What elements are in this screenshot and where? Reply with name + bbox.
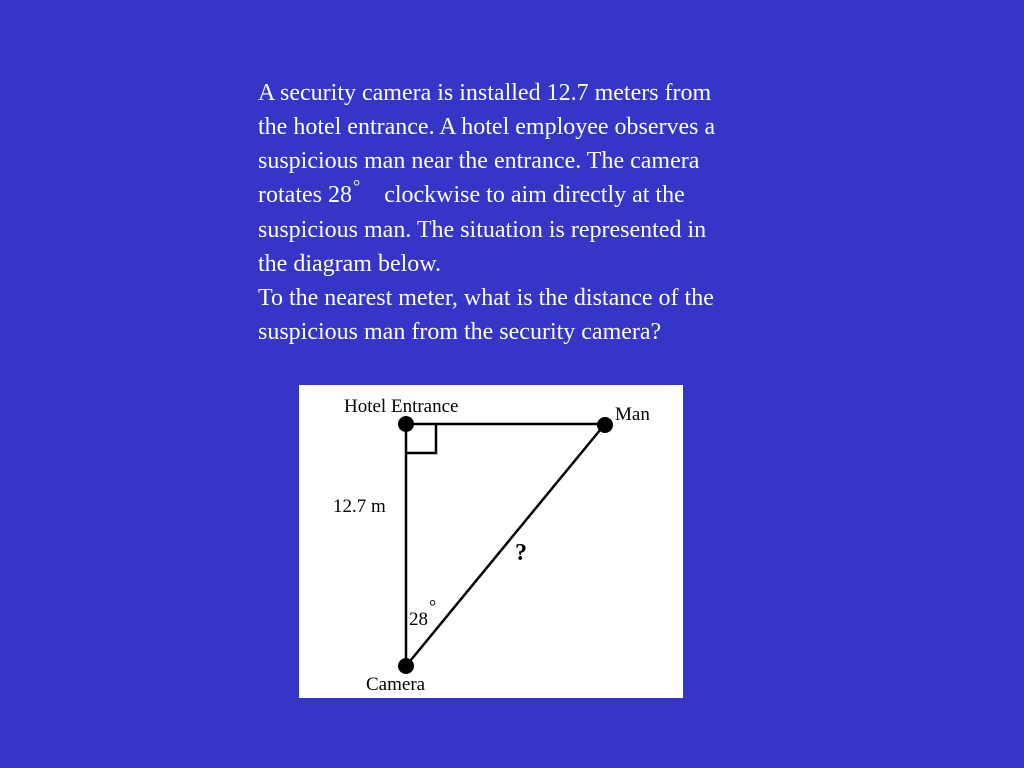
camera-label: Camera xyxy=(366,674,426,695)
man-point xyxy=(597,417,613,433)
problem-line-5: suspicious man. The situation is represented in xyxy=(258,217,707,243)
triangle-diagram-svg xyxy=(299,385,683,698)
camera-to-man-line xyxy=(406,424,605,666)
problem-line-1: A security camera is installed 12.7 meters from xyxy=(258,80,712,106)
unknown-distance-label: ? xyxy=(515,540,527,566)
side-length-label: 12.7 m xyxy=(333,496,386,517)
problem-line-4 xyxy=(258,178,818,213)
man-label: Man xyxy=(615,404,650,425)
camera-point xyxy=(398,658,414,674)
problem-line-2: the hotel entrance. A hotel employee observes a xyxy=(258,114,716,140)
angle-label: 28 xyxy=(409,609,428,630)
degree-symbol: ° xyxy=(352,176,361,196)
problem-line-3: suspicious man near the entrance. The camera xyxy=(258,148,700,174)
question-paragraph xyxy=(258,281,818,349)
clockwise-text: clockwise to aim directly at the xyxy=(384,182,685,208)
question-line-1: To the nearest meter, what is the distance of the xyxy=(258,285,714,311)
problem-line-6: the diagram below. xyxy=(258,251,442,277)
question-line-2: suspicious man from the security camera? xyxy=(258,319,662,345)
problem-text xyxy=(258,76,818,349)
rotates-text: rotates 28 xyxy=(258,182,352,208)
hotel-entrance-point xyxy=(398,416,414,432)
triangle-diagram xyxy=(299,385,683,698)
hotel-entrance-label: Hotel Entrance xyxy=(344,396,459,417)
problem-paragraph xyxy=(258,76,818,281)
angle-degree-symbol: ° xyxy=(429,596,437,616)
